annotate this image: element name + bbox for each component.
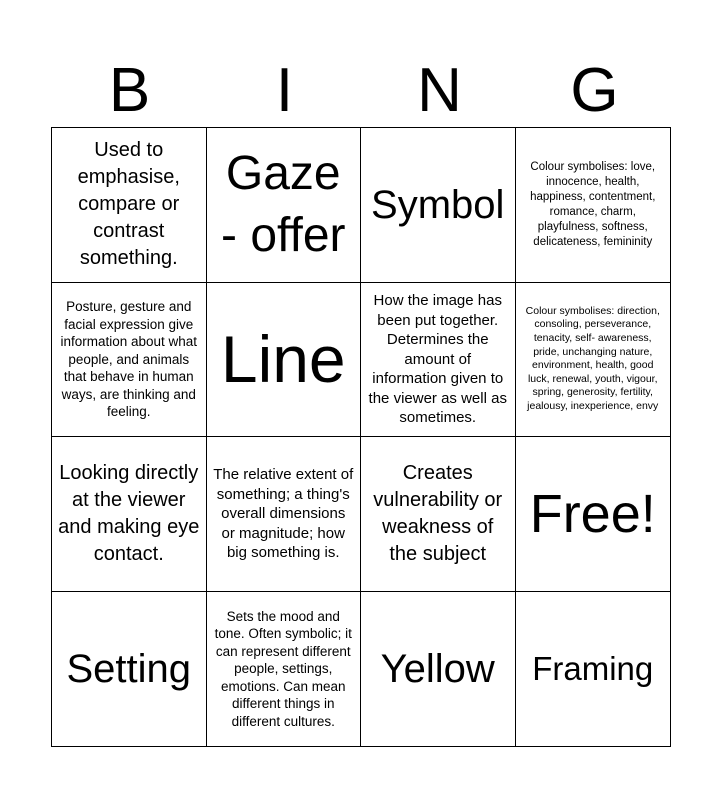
bingo-cell[interactable] <box>361 283 516 438</box>
bingo-cell[interactable] <box>52 283 207 438</box>
cell-text: Sets the mood and tone. Often symbolic; it can represent different people, settings, emotions. Can mean different things in different cultures. <box>214 608 352 729</box>
cell-text: Symbol <box>371 182 505 227</box>
cell-text: Line <box>220 322 346 397</box>
cell-text: Colour symbolises: direction, consoling, perseverance, tenacity, self- awareness, pride, unchanging nature, environment, health, good luck, renewal, youth, vigour, spring, generosity, fertility, jealousy, inexperience, envy <box>525 304 660 413</box>
bingo-cell[interactable] <box>361 592 516 747</box>
bingo-cell[interactable] <box>207 437 362 592</box>
bingo-cell[interactable] <box>52 437 207 592</box>
header-letter-i: I <box>275 56 294 125</box>
cell-text: Yellow <box>380 646 495 691</box>
cell-text: Colour symbolises: love, innocence, health, happiness, contentment, romance, charm, playfulness, softness, delicateness, femininity <box>530 160 656 248</box>
bingo-cell[interactable] <box>207 128 362 283</box>
bingo-cell[interactable] <box>361 437 516 592</box>
bingo-cell[interactable] <box>52 128 207 283</box>
bingo-cell[interactable] <box>361 128 516 283</box>
bingo-cell[interactable] <box>207 283 362 438</box>
cell-text: Used to emphasise, compare or contrast something. <box>77 139 180 270</box>
bingo-board <box>51 127 671 747</box>
cell-text: Gaze - offer <box>221 146 346 262</box>
cell-text: Creates vulnerability or weakness of the subject <box>373 461 503 565</box>
bingo-cell[interactable] <box>207 592 362 747</box>
bingo-cell[interactable] <box>516 128 671 283</box>
bingo-cell[interactable] <box>516 592 671 747</box>
cell-text: How the image has been put together. Determines the amount of information given to the viewer as well as sometimes. <box>368 292 507 426</box>
bingo-cell[interactable] <box>516 283 671 438</box>
header-letter-b: B <box>108 56 151 125</box>
cell-text: Framing <box>532 649 654 687</box>
cell-text: Looking directly at the viewer and making eye contact. <box>58 461 200 565</box>
cell-text: Posture, gesture and facial expression give information about what people, and animals that behave in human ways, are thinking and feeling. <box>60 299 198 419</box>
bingo-cell[interactable] <box>52 592 207 747</box>
cell-text: The relative extent of something; a thing's overall dimensions or magnitude; how big something is. <box>213 466 354 561</box>
bingo-header <box>52 55 672 127</box>
header-letter-g: G <box>570 56 619 125</box>
bingo-cell[interactable] <box>516 437 671 592</box>
cell-text: Setting <box>66 646 192 691</box>
cell-text: Free! <box>529 483 656 544</box>
header-letter-n: N <box>417 56 462 125</box>
